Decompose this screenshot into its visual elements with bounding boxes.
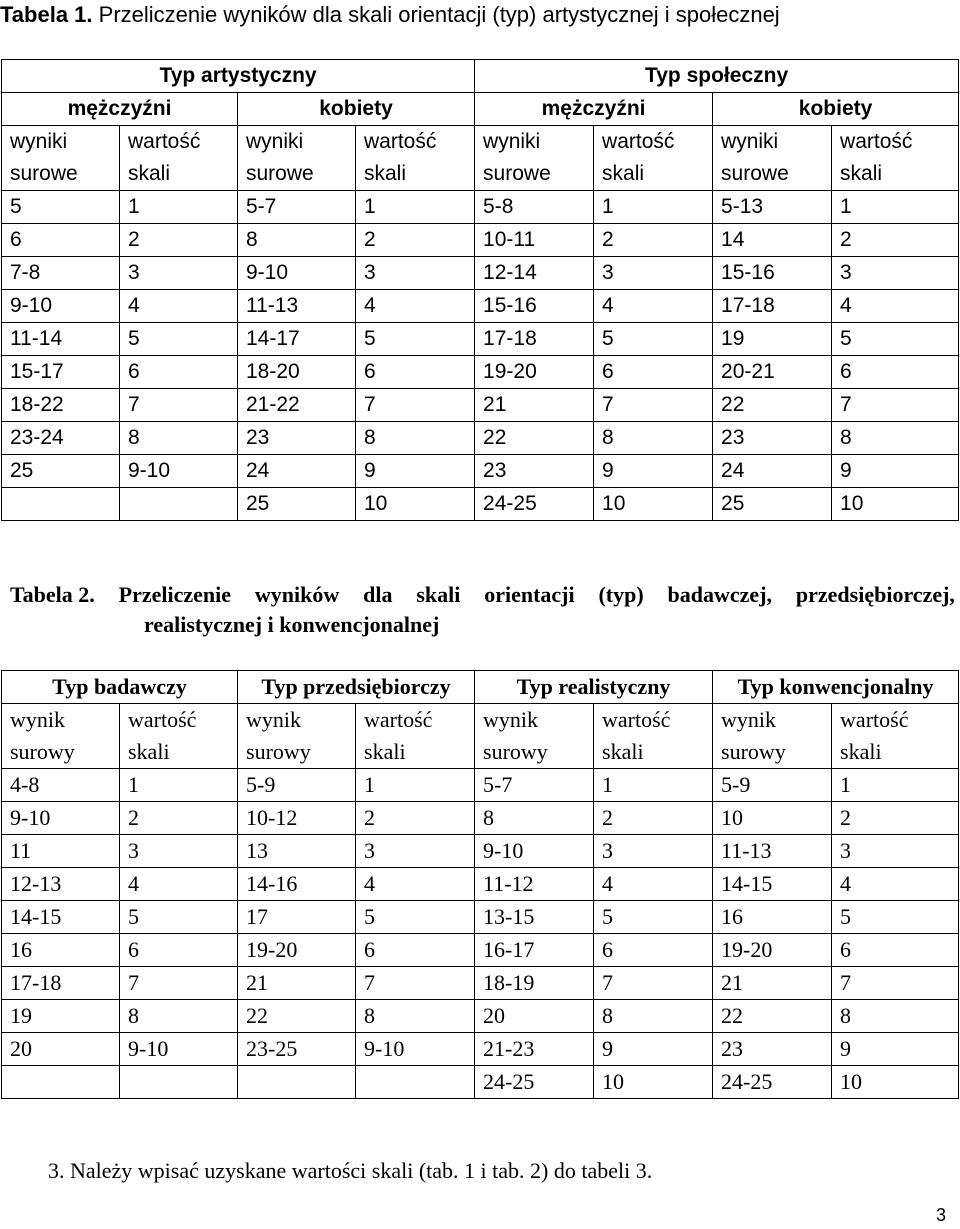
table2-cell: 19-20	[238, 934, 356, 967]
table2-row	[2, 769, 959, 802]
table1-cell: 19	[713, 323, 832, 356]
table2-cell: 16	[2, 934, 120, 967]
table2-cell: 9	[832, 1033, 959, 1066]
table1-cell: 24	[238, 455, 356, 488]
table1-cell: 2	[120, 224, 238, 257]
table1-cell: 3	[356, 257, 475, 290]
table2-cell: 2	[356, 802, 475, 835]
table2-cell: 13	[238, 835, 356, 868]
table1-col-header: surowe	[2, 158, 120, 191]
table1-col-header: skali	[594, 158, 713, 191]
table1-cell: 3	[832, 257, 959, 290]
table1-cell: 11-13	[238, 290, 356, 323]
table2	[1, 670, 959, 1099]
table1-cell: 12-14	[475, 257, 594, 290]
table2-title-word: orientacji	[484, 582, 575, 607]
table1-cell: 9	[594, 455, 713, 488]
table1-cell: 5	[2, 191, 120, 224]
table1-cell: 10	[594, 488, 713, 521]
table1-col-header: surowe	[238, 158, 356, 191]
table2-cell: 20	[475, 1000, 594, 1033]
table1-cell: 10	[832, 488, 959, 521]
table1-cell: 5-7	[238, 191, 356, 224]
table1-cell: 15-16	[475, 290, 594, 323]
table2-title-line2: realistycznej i konwencjonalnej	[144, 612, 440, 637]
table2-cell: 16	[713, 901, 832, 934]
table1-cell: 11-14	[2, 323, 120, 356]
table2-group-header: Typ konwencjonalny	[713, 671, 959, 704]
footer-instruction: 3. Należy wpisać uzyskane wartości skali (tab. 1 i tab. 2) do tabeli 3.	[48, 1158, 653, 1183]
table2-cell: 4	[594, 868, 713, 901]
table2-cell: 2	[120, 802, 238, 835]
table2-cell: 21-23	[475, 1033, 594, 1066]
table1-cell: 5	[594, 323, 713, 356]
table2-title-word: przedsiębiorczej,	[795, 582, 955, 607]
table1-cell: 14	[713, 224, 832, 257]
table1-cell: 23-24	[2, 422, 120, 455]
table1-cell: 5-8	[475, 191, 594, 224]
table2-cell: 16-17	[475, 934, 594, 967]
table1-cell: 9	[832, 455, 959, 488]
table2-cell: 4	[832, 868, 959, 901]
table2-cell: 8	[832, 1000, 959, 1033]
table1-row	[2, 191, 959, 224]
table1-cell: 25	[713, 488, 832, 521]
table1-cell	[120, 488, 238, 521]
table1-cell: 8	[120, 422, 238, 455]
table2-cell	[120, 1066, 238, 1099]
table1-cell: 6	[832, 356, 959, 389]
table1-cell: 8	[238, 224, 356, 257]
table2-cell: 5-9	[238, 769, 356, 802]
table1-gender-header: mężczyźni	[2, 93, 238, 126]
table2-group-header: Typ realistyczny	[475, 671, 713, 704]
table2-title-word: Przeliczenie	[118, 582, 232, 607]
table1-cell: 6	[2, 224, 120, 257]
table1-cell: 2	[594, 224, 713, 257]
table2-cell: 19-20	[713, 934, 832, 967]
table2-cell: 3	[356, 835, 475, 868]
table2-cell: 18-19	[475, 967, 594, 1000]
table2-cell: 24-25	[475, 1066, 594, 1099]
table1-cell: 3	[120, 257, 238, 290]
table2-cell: 5-9	[713, 769, 832, 802]
table1-col-header-row-bottom	[2, 158, 959, 191]
table2-col-header: surowy	[238, 736, 356, 769]
table2-cell: 9-10	[356, 1033, 475, 1066]
table1-row	[2, 422, 959, 455]
table1-cell: 24-25	[475, 488, 594, 521]
table2-cell: 1	[120, 769, 238, 802]
table2-row	[2, 1033, 959, 1066]
table1-col-header: wartość	[832, 126, 959, 159]
table2-row	[2, 1066, 959, 1099]
table2-row	[2, 1000, 959, 1033]
table2-cell: 6	[356, 934, 475, 967]
table2-cell: 6	[120, 934, 238, 967]
table1-cell: 1	[832, 191, 959, 224]
table1-cell: 6	[120, 356, 238, 389]
table1-row	[2, 488, 959, 521]
table1-cell: 10	[356, 488, 475, 521]
table2-cell: 5-7	[475, 769, 594, 802]
table1-col-header: wartość	[356, 126, 475, 159]
table2-cell: 8	[356, 1000, 475, 1033]
table2-col-header-row-top	[2, 704, 959, 737]
table2-cell: 23	[713, 1033, 832, 1066]
table2-col-header: wartość	[594, 704, 713, 737]
table1-cell: 5	[120, 323, 238, 356]
table2-cell	[238, 1066, 356, 1099]
table1-gender-header: kobiety	[713, 93, 959, 126]
table1-row	[2, 455, 959, 488]
table2-title-line1	[10, 580, 955, 610]
table2-title	[10, 580, 955, 640]
table1-cell: 1	[594, 191, 713, 224]
table1-row	[2, 290, 959, 323]
table1-cell: 14-17	[238, 323, 356, 356]
table2-cell: 5	[120, 901, 238, 934]
table2-cell: 1	[594, 769, 713, 802]
table2-cell: 5	[594, 901, 713, 934]
table1-cell: 2	[356, 224, 475, 257]
table1-cell: 7	[120, 389, 238, 422]
table2-col-header: skali	[594, 736, 713, 769]
table2-col-header-row-bottom	[2, 736, 959, 769]
table1-cell: 24	[713, 455, 832, 488]
table2-cell: 10	[832, 1066, 959, 1099]
table2-row	[2, 967, 959, 1000]
table1-cell: 15-17	[2, 356, 120, 389]
table1-col-header: skali	[356, 158, 475, 191]
table2-cell: 7	[594, 967, 713, 1000]
table1-title-label: Tabela 1.	[0, 2, 93, 27]
table1-cell: 4	[356, 290, 475, 323]
table2-cell: 3	[594, 835, 713, 868]
table1-cell: 5-13	[713, 191, 832, 224]
table1-row	[2, 224, 959, 257]
table2-cell: 4	[356, 868, 475, 901]
table1-cell: 3	[594, 257, 713, 290]
table1-gender-header-row	[2, 93, 959, 126]
table2-title-word: badawczej,	[667, 582, 773, 607]
table2-cell: 21	[713, 967, 832, 1000]
table2-title-word: skali	[416, 582, 461, 607]
table1-col-header: wyniki	[2, 126, 120, 159]
table1-group-header-row	[2, 60, 959, 93]
table1-cell	[2, 488, 120, 521]
table2-cell: 2	[594, 802, 713, 835]
table1-gender-header: mężczyźni	[475, 93, 713, 126]
table1-cell: 1	[356, 191, 475, 224]
table2-cell: 23-25	[238, 1033, 356, 1066]
table2-cell: 3	[120, 835, 238, 868]
table2-cell: 7	[356, 967, 475, 1000]
table2-group-header: Typ badawczy	[2, 671, 238, 704]
table2-group-header: Typ przedsiębiorczy	[238, 671, 475, 704]
table2-cell: 10-12	[238, 802, 356, 835]
table2-title-word: wyników	[254, 582, 340, 607]
table1-cell: 21-22	[238, 389, 356, 422]
table1-cell: 21	[475, 389, 594, 422]
table2-cell	[2, 1066, 120, 1099]
table2-cell: 10	[713, 802, 832, 835]
table2-cell: 22	[238, 1000, 356, 1033]
table2-col-header: skali	[832, 736, 959, 769]
table1-col-header-row-top	[2, 126, 959, 159]
table2-cell: 2	[832, 802, 959, 835]
table2-col-header: wynik	[238, 704, 356, 737]
table1-cell: 9-10	[2, 290, 120, 323]
table1-cell: 17-18	[713, 290, 832, 323]
table1-cell: 20-21	[713, 356, 832, 389]
table1-cell: 23	[238, 422, 356, 455]
table2-row	[2, 901, 959, 934]
table1-col-header: skali	[832, 158, 959, 191]
table1-cell: 4	[120, 290, 238, 323]
table1-row	[2, 356, 959, 389]
table1-cell: 18-20	[238, 356, 356, 389]
table2-col-header: wartość	[832, 704, 959, 737]
table2-cell: 9-10	[475, 835, 594, 868]
table1-col-header: surowe	[713, 158, 832, 191]
table1-gender-header: kobiety	[238, 93, 475, 126]
table1-cell: 10-11	[475, 224, 594, 257]
table1-cell: 9	[356, 455, 475, 488]
table1-row	[2, 323, 959, 356]
table1-cell: 23	[475, 455, 594, 488]
table1-cell: 5	[356, 323, 475, 356]
table2-cell: 4	[120, 868, 238, 901]
table1-col-header: wyniki	[713, 126, 832, 159]
table1-group-header: Typ społeczny	[475, 60, 959, 93]
table2-cell: 9-10	[2, 802, 120, 835]
table2-cell: 6	[832, 934, 959, 967]
table2-col-header: surowy	[475, 736, 594, 769]
table1-cell: 22	[475, 422, 594, 455]
table1-cell: 25	[238, 488, 356, 521]
table2-cell: 10	[594, 1066, 713, 1099]
table1-group-header: Typ artystyczny	[2, 60, 475, 93]
table2-cell: 11-12	[475, 868, 594, 901]
table1-title	[0, 2, 960, 28]
table1-cell: 1	[120, 191, 238, 224]
table2-col-header: wartość	[120, 704, 238, 737]
table2-row	[2, 835, 959, 868]
table1-row	[2, 389, 959, 422]
table2-cell: 13-15	[475, 901, 594, 934]
table1-col-header: wartość	[120, 126, 238, 159]
table1-cell: 8	[832, 422, 959, 455]
table1-cell: 7	[356, 389, 475, 422]
table2-col-header: surowy	[713, 736, 832, 769]
table2-cell: 9	[594, 1033, 713, 1066]
table2-cell: 22	[713, 1000, 832, 1033]
table1-cell: 4	[594, 290, 713, 323]
table2-title-word: (typ)	[598, 582, 644, 607]
table2-cell: 20	[2, 1033, 120, 1066]
table2-cell: 17	[238, 901, 356, 934]
table2-row	[2, 868, 959, 901]
table2-cell: 12-13	[2, 868, 120, 901]
table1-col-header: skali	[120, 158, 238, 191]
table1-cell: 6	[594, 356, 713, 389]
table2-cell: 1	[356, 769, 475, 802]
table1-cell: 15-16	[713, 257, 832, 290]
table2-cell: 24-25	[713, 1066, 832, 1099]
table2-row	[2, 802, 959, 835]
table2-cell: 9-10	[120, 1033, 238, 1066]
table1-col-header: surowe	[475, 158, 594, 191]
table2-cell	[356, 1066, 475, 1099]
table2-cell: 14-16	[238, 868, 356, 901]
table1-cell: 6	[356, 356, 475, 389]
table1-cell: 8	[594, 422, 713, 455]
table2-cell: 1	[832, 769, 959, 802]
table2-cell: 11-13	[713, 835, 832, 868]
table1-cell: 9-10	[120, 455, 238, 488]
table2-cell: 8	[475, 802, 594, 835]
table1-row	[2, 257, 959, 290]
table1-cell: 7	[594, 389, 713, 422]
table2-cell: 7	[120, 967, 238, 1000]
table1-cell: 18-22	[2, 389, 120, 422]
table1-cell: 17-18	[475, 323, 594, 356]
table2-col-header: wartość	[356, 704, 475, 737]
table2-col-header: wynik	[2, 704, 120, 737]
table2-row	[2, 934, 959, 967]
table2-col-header: surowy	[2, 736, 120, 769]
table1-cell: 22	[713, 389, 832, 422]
table2-col-header: skali	[120, 736, 238, 769]
table1-cell: 7-8	[2, 257, 120, 290]
table2-cell: 19	[2, 1000, 120, 1033]
table2-title-word: dla	[363, 582, 393, 607]
table2-col-header: wynik	[713, 704, 832, 737]
table1-cell: 7	[832, 389, 959, 422]
table2-cell: 11	[2, 835, 120, 868]
table2-cell: 8	[594, 1000, 713, 1033]
table2-cell: 14-15	[2, 901, 120, 934]
table2-cell: 17-18	[2, 967, 120, 1000]
table2-group-header-row	[2, 671, 959, 704]
table1	[1, 59, 959, 521]
table1-cell: 8	[356, 422, 475, 455]
table2-cell: 14-15	[713, 868, 832, 901]
table2-title-word: Tabela 2.	[10, 582, 95, 607]
table1-col-header: wartość	[594, 126, 713, 159]
table1-cell: 5	[832, 323, 959, 356]
table1-cell: 2	[832, 224, 959, 257]
table1-cell: 25	[2, 455, 120, 488]
page-number: 3	[936, 1205, 947, 1225]
table1-title-text: Przeliczenie wyników dla skali orientacji (typ) artystycznej i społecznej	[98, 2, 780, 27]
table1-cell: 19-20	[475, 356, 594, 389]
table2-cell: 4-8	[2, 769, 120, 802]
table2-cell: 6	[594, 934, 713, 967]
table2-cell: 7	[832, 967, 959, 1000]
table2-col-header: skali	[356, 736, 475, 769]
table2-cell: 3	[832, 835, 959, 868]
table2-col-header: wynik	[475, 704, 594, 737]
table2-cell: 8	[120, 1000, 238, 1033]
table2-cell: 21	[238, 967, 356, 1000]
table1-cell: 23	[713, 422, 832, 455]
table2-cell: 5	[832, 901, 959, 934]
table1-col-header: wyniki	[475, 126, 594, 159]
table1-cell: 4	[832, 290, 959, 323]
table1-col-header: wyniki	[238, 126, 356, 159]
table2-cell: 5	[356, 901, 475, 934]
table1-cell: 9-10	[238, 257, 356, 290]
